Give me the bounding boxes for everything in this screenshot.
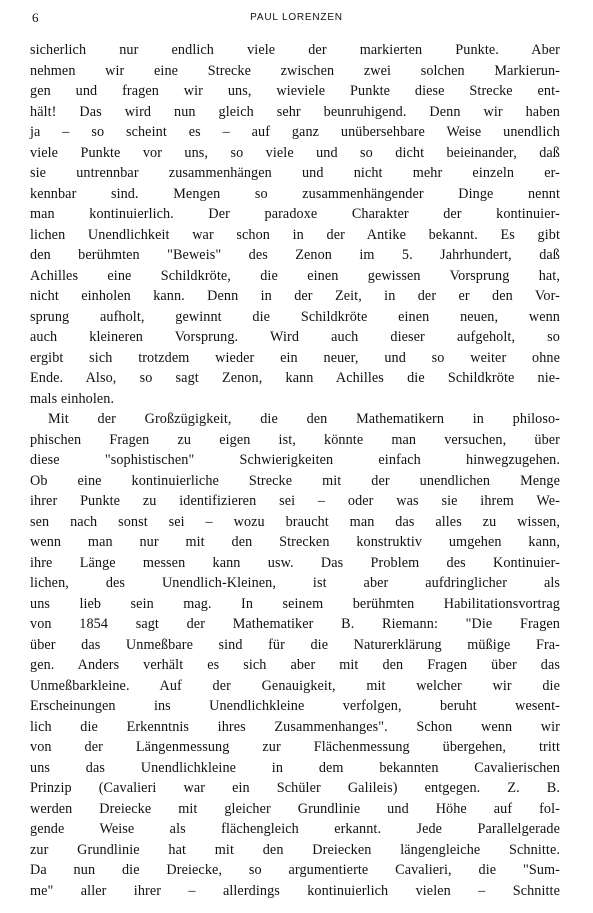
text-line: diese "sophistischen" Schwierigkeiten einfach hinwegzugehen. [30,452,560,468]
text-line: sicherlich nur endlich viele der markierten Punkte. Aber [30,42,560,58]
text-line: lichen Unendlichkeit war schon in der Antike bekannt. Es gibt [30,226,560,243]
text-line: wenn man nur mit den Strecken konstruktiv umgehen kann, [30,534,560,550]
text-line: über das Unmeßbare sind für die Naturerklärung müßige Fra- [30,636,560,653]
running-head: PAUL LORENZEN [250,12,343,23]
text-line: von der Längenmessung zur Flächenmessung übergehen, tritt [30,739,560,755]
paragraph [30,40,560,409]
text-line: man kontinuierlich. Der paradoxe Charakter der kontinuier- [30,206,560,222]
text-line: werden Dreiecke mit gleicher Grundlinie und Höhe auf fol- [30,800,560,817]
paragraph [30,409,560,901]
text-line: gen und fragen wir uns, wieviele Punkte diese Strecke ent- [30,83,560,99]
text-line: gen. Anders verhält es sich aber mit den Fragen über das [30,657,560,673]
text-line: Ob eine kontinuierliche Strecke mit der unendlichen Menge [30,472,560,489]
text-line: auch kleineren Vorsprung. Wird auch dieser aufgeholt, so [30,329,560,345]
text-line: uns das Unendlichkleine in dem bekannten Cavalierischen [30,759,560,776]
text-line: ergibt sich trotzdem wieder ein neuer, und so weiter ohne [30,349,560,366]
body-text [30,40,560,901]
text-line: Mit der Großzügigkeit, die den Mathematikern in philoso- [48,411,560,427]
text-line: von 1854 sagt der Mathematiker B. Riemann: "Die Fragen [30,616,560,632]
text-line: sen nach sonst sei – wozu braucht man das alles zu wissen, [30,513,560,530]
text-line: viele Punkte vor uns, so viele und so dicht beieinander, daß [30,144,560,161]
text-line: Erscheinungen ins Unendlichkleine verfolgen, beruht wesent- [30,698,560,714]
page-header [0,10,593,30]
text-line: gende Weise als flächengleich erkannt. Jede Parallelgerade [30,821,560,837]
text-line: ja – so scheint es – auf ganz unübersehbare Weise unendlich [30,124,560,140]
text-line: lich die Erkenntnis ihres Zusammenhanges". Schon wenn wir [30,718,560,735]
text-line: hält! Das wird nun gleich sehr beunruhigend. Denn wir haben [30,103,560,120]
text-line: nehmen wir eine Strecke zwischen zwei solchen Markierun- [30,62,560,79]
text-line: phischen Fragen zu eigen ist, könnte man versuchen, über [30,431,560,448]
text-line: lichen, des Unendlich-Kleinen, ist aber aufdringlicher als [30,575,560,591]
text-line: sie untrennbar zusammenhängen und nicht mehr einzeln er- [30,165,560,181]
text-line: ihre Länge messen kann usw. Das Problem des Kontinuier- [30,554,560,571]
text-line: sprung aufholt, gewinnt die Schildkröte einen neuen, wenn [30,308,560,325]
text-line: den berühmten "Beweis" des Zenon im 5. Jahrhundert, daß [30,247,560,263]
text-line: ihrer Punkte zu identifizieren sei – oder was sie ihrem We- [30,493,560,509]
text-line: uns lieb sein mag. In seinem berühmten Habilitationsvortrag [30,595,560,612]
text-line: Prinzip (Cavalieri war ein Schüler Galileis) entgegen. Z. B. [30,780,560,796]
text-line: Da nun die Dreiecke, so argumentierte Cavalieri, die "Sum- [30,862,560,878]
text-line: kennbar sind. Mengen so zusammenhängender Dinge nennt [30,185,560,202]
text-line: me" aller ihrer – allerdings kontinuierlich vielen – Schnitte [30,882,560,899]
text-line: Ende. Also, so sagt Zenon, kann Achilles die Schildkröte nie- [30,370,560,386]
text-line: Unmeßbarkleine. Auf der Genauigkeit, mit welcher wir die [30,677,560,694]
page-number: 6 [32,10,39,25]
text-line: Achilles eine Schildkröte, die einen gewissen Vorsprung hat, [30,267,560,284]
text-line: nicht einholen kann. Denn in der Zeit, in der er den Vor- [30,288,560,304]
text-line: mals einholen. [30,390,115,407]
text-line: zur Grundlinie hat mit den Dreiecken längengleiche Schnitte. [30,841,560,858]
